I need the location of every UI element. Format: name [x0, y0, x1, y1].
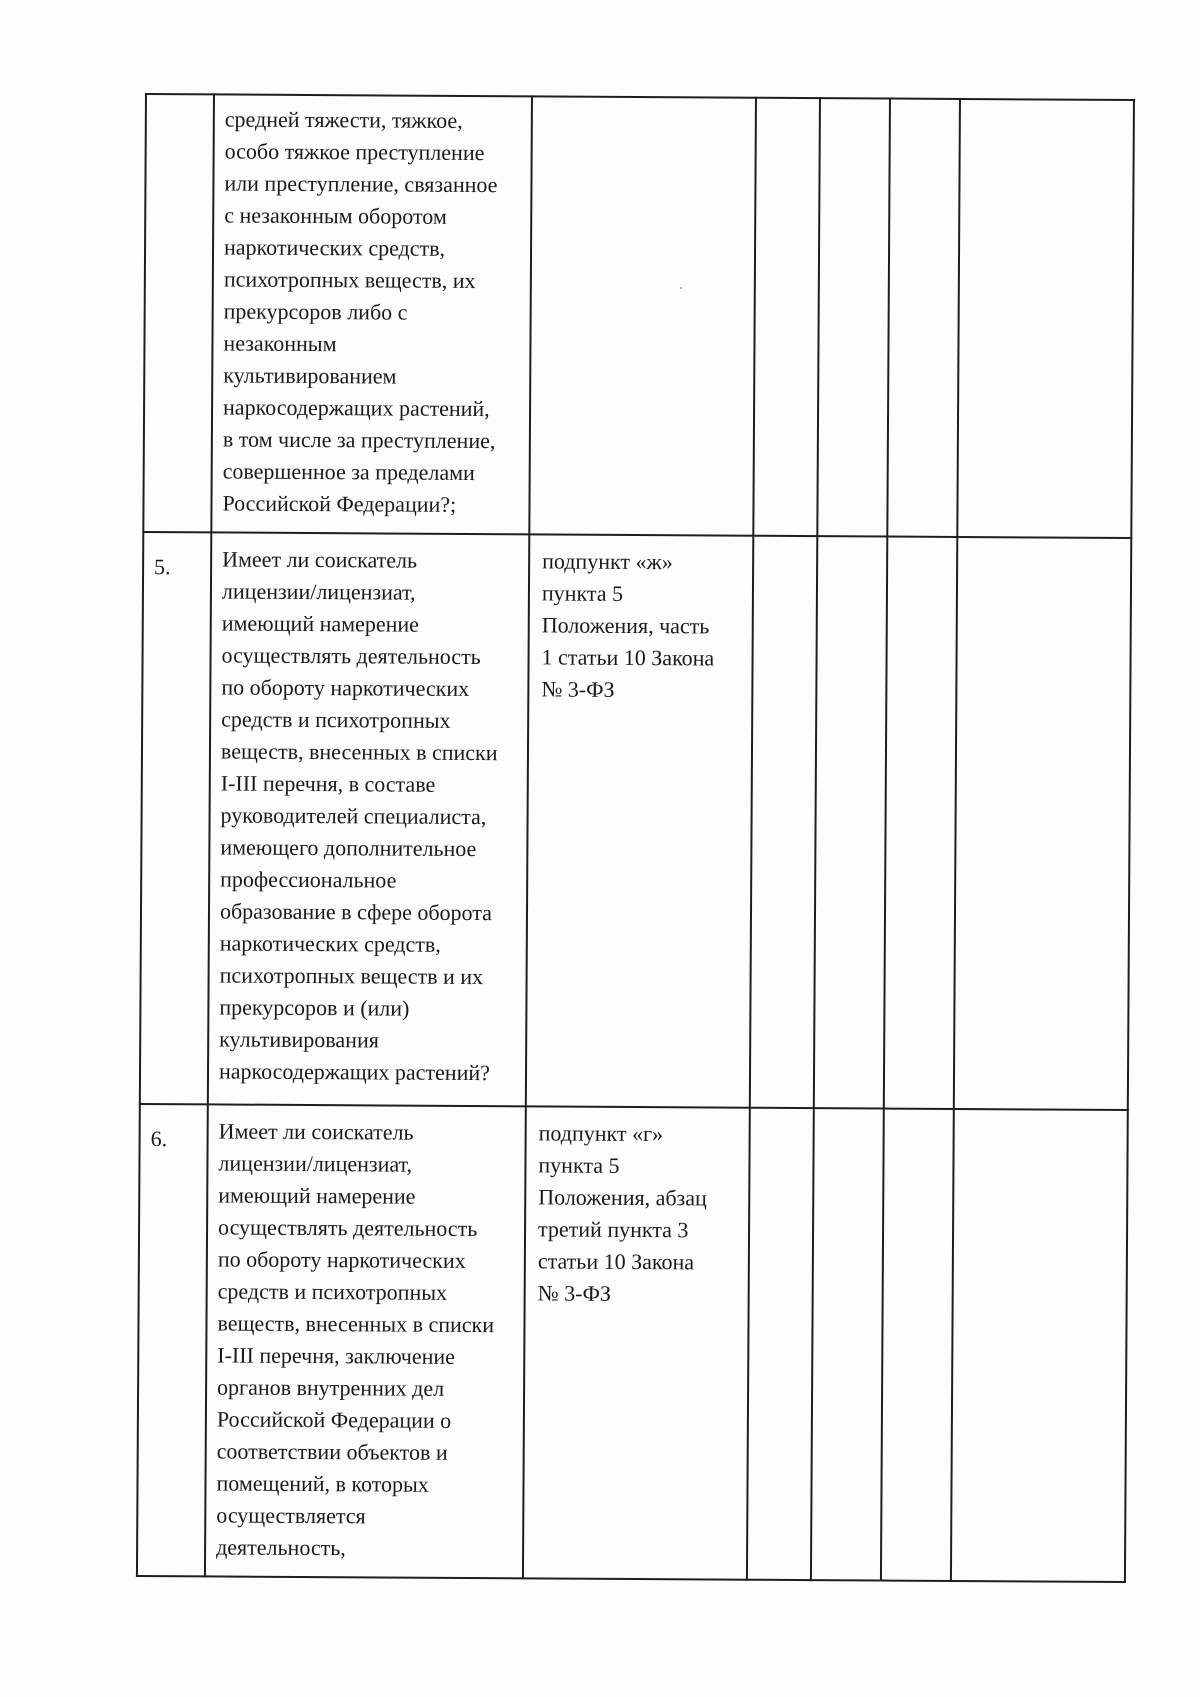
scan-speck — [680, 287, 682, 289]
cell-reference — [529, 96, 756, 535]
question-line: совершенное за пределами — [222, 458, 475, 486]
reference-line: третий пункта 3 — [537, 1216, 689, 1243]
question-line: лицензии/лицензиат, — [221, 578, 416, 605]
question-line: образование в сфере оборота — [219, 898, 493, 926]
question-line: имеющий намерение — [218, 1182, 416, 1209]
question-line: прекурсоров либо с — [223, 298, 408, 325]
question-line: I-III перечня, заключение — [217, 1342, 456, 1369]
question-line: профессиональное — [220, 866, 397, 893]
checklist-table-wrapper — [136, 93, 1133, 1583]
cell-question — [208, 532, 529, 1106]
question-line: наркотических средств, — [219, 930, 441, 957]
reference-line: подпункт «ж» — [542, 548, 673, 575]
question-line: веществ, внесенных в списки — [220, 738, 498, 766]
question-line: наркосодержащих растений, — [223, 394, 490, 422]
question-line: в том числе за преступление, — [222, 426, 496, 454]
cell-number — [143, 94, 214, 532]
table-row — [140, 532, 1131, 1110]
question-line: культивирования — [219, 1026, 379, 1053]
question-line: Российской Федерации о — [216, 1406, 452, 1433]
item-number: 5. — [154, 554, 171, 580]
cell-number — [140, 532, 211, 1104]
question-line: прекурсоров и (или) — [219, 994, 410, 1021]
question-line: наркотических средств, — [223, 234, 446, 261]
question-line: имеющего дополнительное — [220, 834, 477, 862]
question-line: средней тяжести, тяжкое, — [224, 106, 463, 133]
checklist-table — [136, 93, 1135, 1583]
reference-line: № 3-ФЗ — [541, 676, 615, 702]
question-line: деятельность, — [216, 1534, 346, 1561]
question-line: по обороту наркотических — [217, 1246, 466, 1273]
reference-line: пункта 5 — [541, 580, 624, 606]
question-line: незаконным — [223, 330, 337, 357]
question-line: лицензии/лицензиат, — [218, 1150, 413, 1177]
question-text — [209, 533, 528, 1101]
cell-number — [137, 1104, 208, 1576]
cell-answer-na[interactable] — [884, 537, 957, 1109]
cell-question — [205, 1104, 526, 1578]
cell-answer-no[interactable] — [814, 536, 887, 1108]
question-line: средств и психотропных — [221, 706, 451, 733]
cell-answer-na[interactable] — [887, 99, 960, 537]
reference-line: пункта 5 — [538, 1152, 620, 1178]
reference-text — [526, 1107, 749, 1310]
question-line: веществ, внесенных в списки — [217, 1310, 495, 1338]
cell-reference — [523, 1106, 750, 1579]
question-line: I-III перечня, в составе — [220, 770, 436, 797]
question-line: Имеет ли соискатель — [218, 1118, 414, 1145]
question-line: Имеет ли соискатель — [222, 546, 418, 573]
question-line: наркосодержащих растений? — [218, 1058, 491, 1086]
question-line: имеющий намерение — [221, 610, 420, 637]
reference-line: статьи 10 Закона — [537, 1248, 695, 1275]
question-line: средств и психотропных — [217, 1278, 448, 1305]
question-line: Российской Федерации?; — [222, 490, 457, 517]
cell-reference — [526, 534, 753, 1107]
question-line: психотропных веществ и их — [219, 962, 484, 990]
question-line: особо тяжкое преступление — [224, 138, 485, 166]
table-row — [137, 1104, 1128, 1582]
question-line: по обороту наркотических — [221, 674, 470, 701]
reference-line: подпункт «г» — [538, 1120, 664, 1147]
question-line: помещений, в которых — [216, 1470, 429, 1497]
cell-note[interactable] — [957, 99, 1134, 538]
cell-answer-yes[interactable] — [750, 536, 817, 1108]
cell-note[interactable] — [954, 537, 1131, 1110]
item-number: 6. — [150, 1126, 168, 1152]
reference-line: 1 статьи 10 Закона — [541, 644, 715, 671]
question-line: психотропных веществ, их — [223, 266, 476, 294]
question-text — [212, 95, 531, 533]
question-text — [206, 1105, 525, 1577]
question-line: осуществлять деятельность — [217, 1214, 478, 1242]
question-line: культивированием — [223, 362, 397, 389]
question-line: органов внутренних дел — [217, 1374, 445, 1401]
reference-line: Положения, абзац — [538, 1184, 707, 1211]
cell-question — [211, 94, 532, 534]
cell-answer-yes[interactable] — [747, 1108, 814, 1580]
question-line: или преступление, связанное — [224, 170, 498, 198]
cell-answer-yes[interactable] — [753, 98, 820, 536]
question-line: руководителей специалиста, — [220, 802, 487, 830]
question-line: осуществляется — [216, 1502, 366, 1529]
cell-note[interactable] — [951, 1109, 1128, 1582]
reference-line: № 3-ФЗ — [537, 1280, 611, 1306]
cell-answer-no[interactable] — [817, 98, 890, 536]
question-line: соответствии объектов и — [216, 1438, 448, 1465]
question-line: с незаконным оборотом — [224, 202, 447, 229]
table-row — [143, 94, 1134, 538]
question-line: осуществлять деятельность — [221, 642, 481, 670]
cell-answer-na[interactable] — [881, 1109, 954, 1581]
cell-answer-no[interactable] — [811, 1108, 884, 1580]
reference-text — [529, 535, 752, 706]
reference-line: Положения, часть — [541, 612, 710, 639]
